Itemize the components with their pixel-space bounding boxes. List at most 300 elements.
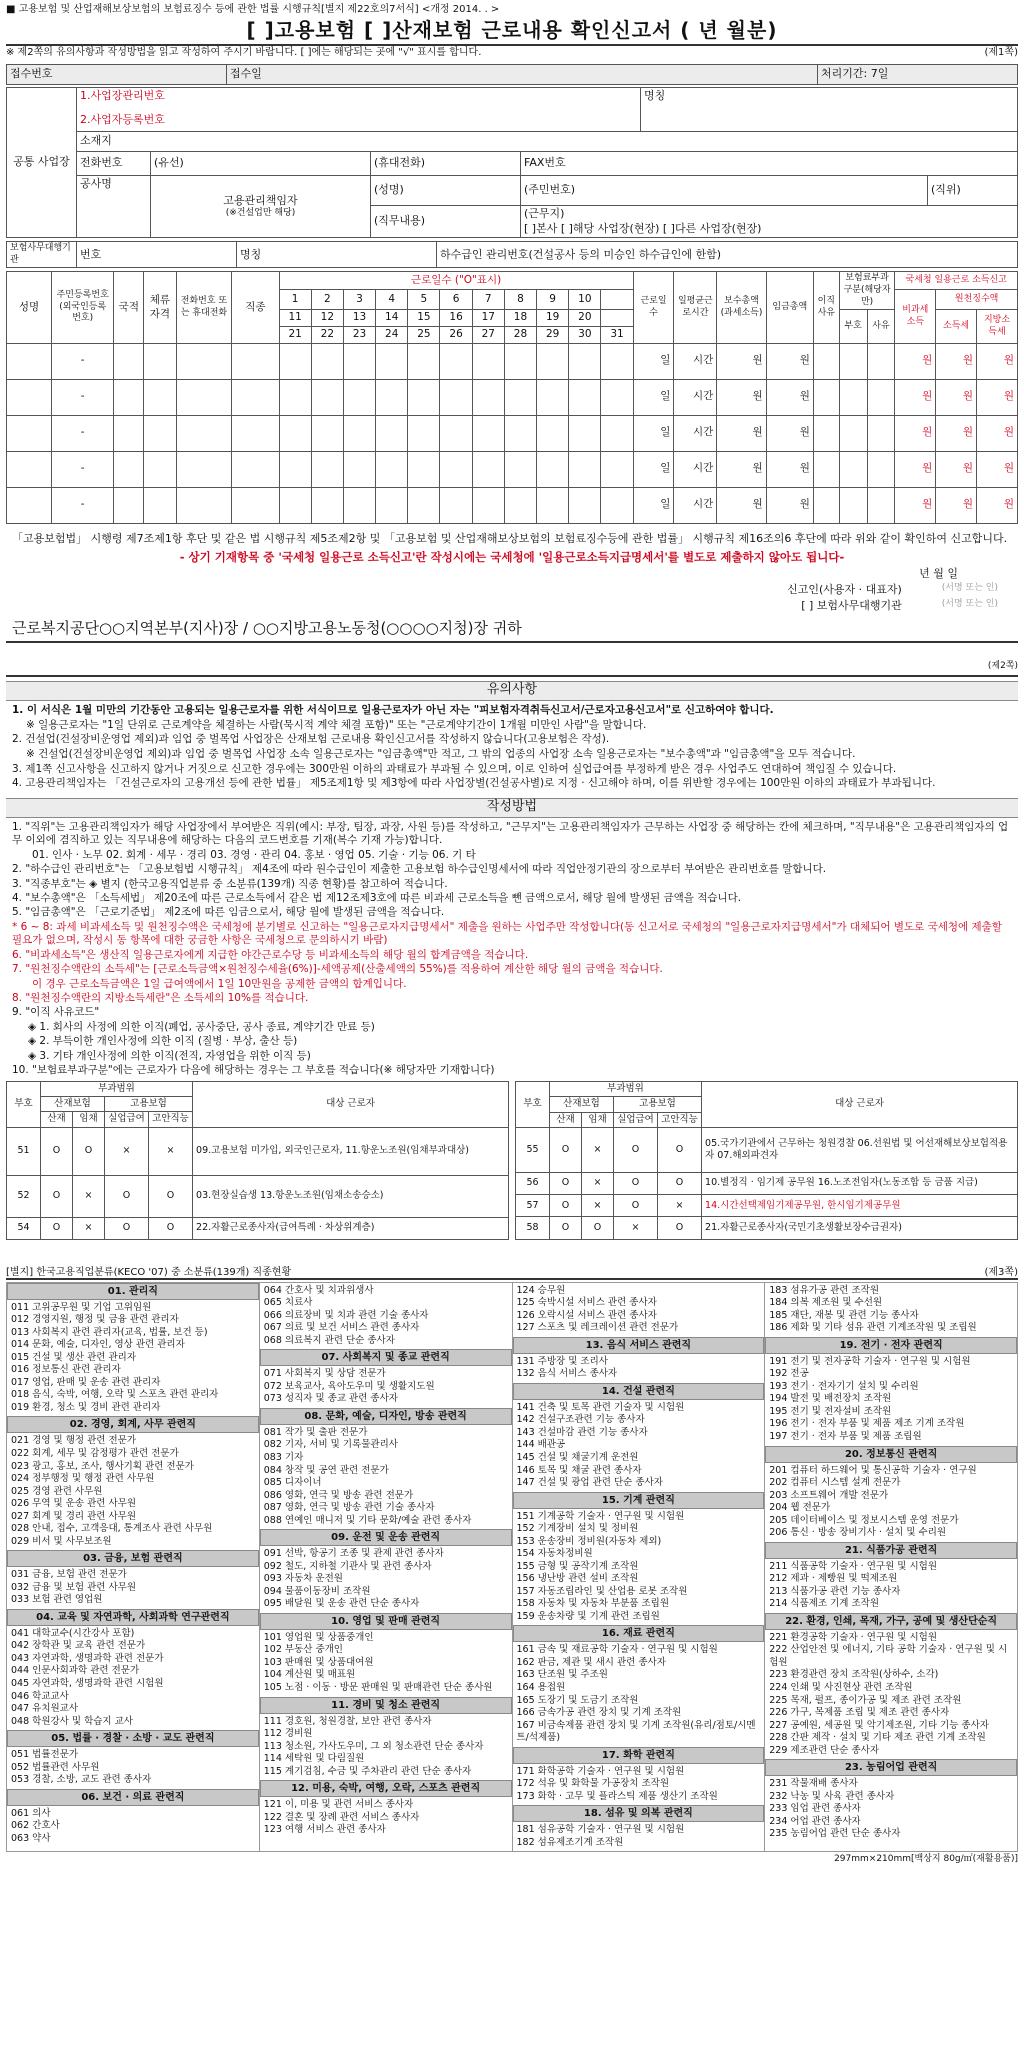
worker-nontax-cell[interactable]: 원: [895, 379, 936, 415]
category-item: 122 결혼 및 장례 관련 서비스 종사자: [263, 1811, 420, 1823]
method-item: 3. "직종부호"는 ◈ 별지 (한국고용직업분류 중 소분류(139개) 직종 현황)를 참고하여 적습니다.: [12, 877, 448, 890]
worker-pay-cell[interactable]: 원: [717, 343, 766, 379]
worker-day-cell[interactable]: [504, 487, 536, 523]
worker-phone-cell[interactable]: [176, 451, 232, 487]
category-item: 045 자연과학, 생명과학 관련 시험원: [11, 1677, 164, 1689]
worker-day-cell[interactable]: [537, 415, 569, 451]
day-cell: 4: [376, 290, 408, 310]
worker-day-cell[interactable]: [569, 379, 601, 415]
worker-wage-cell[interactable]: 원: [766, 451, 813, 487]
agency-sign[interactable]: (서명 또는 인): [941, 598, 998, 609]
day-cell: 26: [440, 327, 472, 344]
worker-hours-cell[interactable]: 시간: [674, 343, 717, 379]
col-resid: 주민등록번호 (외국인등록번호): [52, 272, 114, 343]
category-item: 015 건설 및 생산 관련 관리자: [11, 1351, 137, 1363]
worker-wage-cell[interactable]: 원: [766, 415, 813, 451]
category-items: [260, 1546, 512, 1613]
worker-day-cell[interactable]: [279, 487, 311, 523]
worker-day-cell[interactable]: [472, 451, 504, 487]
col-name: 성명: [7, 272, 52, 343]
method-item: 9. "이직 사유코드": [12, 1006, 100, 1019]
worker-day-cell[interactable]: [408, 487, 440, 523]
worker-workdays-cell[interactable]: 일: [633, 343, 674, 379]
worker-workdays-cell[interactable]: 일: [633, 415, 674, 451]
worker-nation-cell[interactable]: [114, 415, 144, 451]
category-item: 226 가구, 목제품 조립 및 제조 관련 종사자: [769, 1707, 950, 1719]
mobile-field[interactable]: (휴대전화): [371, 152, 521, 176]
worker-localtax-cell[interactable]: 원: [976, 415, 1017, 451]
day-cell: 23: [343, 327, 375, 344]
worker-leave-cell[interactable]: [813, 379, 839, 415]
category-item: 195 전기 및 전자설비 조작원: [769, 1405, 892, 1417]
category-item: 086 영화, 연극 및 방송 관련 전문가: [263, 1489, 414, 1501]
category-item: 232 낙농 및 사육 관련 종사자: [769, 1790, 895, 1802]
worker-day-cell[interactable]: [376, 451, 408, 487]
worker-code-cell[interactable]: [839, 343, 867, 379]
category-item: 017 영업, 판매 및 운송 관련 관리자: [11, 1376, 161, 1388]
category-item: 204 웹 전문가: [769, 1502, 831, 1514]
code-row: [516, 1217, 1018, 1239]
worker-visa-cell[interactable]: [144, 343, 176, 379]
col-tax: 국세청 일용근로 소득신고: [895, 272, 1018, 290]
col-workdays: 근로일수: [633, 272, 674, 343]
category-item: 201 컴퓨터 하드웨어 및 통신공학 기술자 · 연구원: [769, 1464, 977, 1476]
category-item: 234 어업 관련 종사자: [769, 1815, 861, 1827]
day-cell-empty: [601, 290, 633, 310]
worker-visa-cell[interactable]: [144, 415, 176, 451]
category-item: 062 간호사: [11, 1820, 60, 1832]
code-flag: O: [658, 1217, 702, 1239]
worker-day-cell[interactable]: [601, 451, 633, 487]
worker-day-cell[interactable]: [504, 379, 536, 415]
worker-day-cell[interactable]: [311, 415, 343, 451]
worker-phone-cell[interactable]: [176, 379, 232, 415]
worker-name-cell[interactable]: [7, 415, 52, 451]
worker-day-cell[interactable]: [537, 343, 569, 379]
col-nontax: 비과세소득: [895, 290, 936, 343]
worker-day-cell[interactable]: [311, 343, 343, 379]
worker-table: [6, 271, 1018, 523]
subcontractor-no-field[interactable]: 하수급인 관리번호(건설공사 등의 미승인 하수급인에 한함): [437, 242, 1018, 268]
code-row: [7, 1127, 509, 1175]
worker-leave-cell[interactable]: [813, 343, 839, 379]
worker-day-cell[interactable]: [279, 343, 311, 379]
category-item: 012 경영지원, 행정 및 금융 관련 관리자: [11, 1314, 179, 1326]
note-item: 2. 건설업(건설장비운영업 제외)과 임업 중 벌목업 사업장은 산재보험 근로내용 확인신고서를 작성하지 않습니다(고용보험은 작성).: [12, 733, 610, 746]
worker-localtax-cell[interactable]: 원: [976, 487, 1017, 523]
h-stable: 고안직능: [149, 1112, 193, 1127]
worker-job-cell[interactable]: [232, 379, 279, 415]
worker-wage-cell[interactable]: 원: [766, 379, 813, 415]
category-title: 08. 문화, 예술, 디자인, 방송 관련직: [260, 1408, 512, 1425]
worker-day-cell[interactable]: [472, 487, 504, 523]
worker-resid-cell[interactable]: -: [52, 451, 114, 487]
worker-day-cell[interactable]: [601, 415, 633, 451]
appendix-column: [7, 1283, 260, 1852]
worker-name-cell[interactable]: [7, 379, 52, 415]
category-item: 213 식품가공 관련 기능 종사자: [769, 1585, 901, 1597]
fax-field[interactable]: FAX번호: [521, 152, 1018, 176]
category-item: 214 식품제조 기계 조작원: [769, 1598, 880, 1610]
worker-day-cell[interactable]: [504, 415, 536, 451]
category-items: [765, 1776, 1017, 1843]
day-cell: 19: [537, 310, 569, 327]
mgmt-no-field[interactable]: 1.사업장관리번호: [80, 89, 165, 102]
worker-day-cell[interactable]: [311, 451, 343, 487]
worker-job-cell[interactable]: [232, 451, 279, 487]
worker-code-cell[interactable]: [839, 379, 867, 415]
worker-hours-cell[interactable]: 시간: [674, 379, 717, 415]
code-value: 52: [7, 1175, 41, 1217]
worker-name-cell[interactable]: [7, 451, 52, 487]
h-range: 부과범위: [41, 1081, 193, 1096]
method-red-item: * 6 ~ 8: 과세 비과세소득 및 원천징수액은 국세청에 분기별로 신고하는 "일용근로자지급명세서" 제출을 원하는 사업주만 작성합니다(동 신고서로 국세청의 "일용근로자지급명세서"가 대체되어 별도로 국세청에 제출할 필요가 없으며, 작성시 동 항목에 대한 궁금한 사항은 국세청으로 문의하시기 바람): [12, 920, 1002, 947]
worker-nation-cell[interactable]: [114, 343, 144, 379]
category-item: 081 작가 및 출판 전문가: [263, 1426, 368, 1438]
worker-phone-cell[interactable]: [176, 415, 232, 451]
category-item: 101 영업원 및 상품중개인: [263, 1631, 374, 1643]
worker-day-cell[interactable]: [376, 379, 408, 415]
reg-no-field[interactable]: 2.사업자등록번호: [80, 113, 165, 127]
day-cell: 30: [569, 327, 601, 344]
landline-field[interactable]: (유선): [151, 152, 371, 176]
worker-day-cell[interactable]: [601, 343, 633, 379]
category-title: 18. 섬유 및 의복 관련직: [513, 1805, 765, 1822]
worker-nontax-cell[interactable]: 원: [895, 451, 936, 487]
worker-day-cell[interactable]: [279, 451, 311, 487]
category-item: 102 부동산 중개인: [263, 1644, 343, 1656]
worker-job-cell[interactable]: [232, 415, 279, 451]
worker-reason-cell[interactable]: [867, 451, 895, 487]
category-item: 104 계산원 및 매표원: [263, 1669, 356, 1681]
worker-nontax-cell[interactable]: 원: [895, 415, 936, 451]
method-item: 4. "보수총액"은 「소득세법」 제20조에 따른 근로소득에서 같은 법 제12조제3호에 따른 비과세 근로소득을 뺀 금액으로서, 해당 월에 발생된 금액을 적습니다.: [12, 891, 742, 904]
code-table-right: [515, 1081, 1018, 1240]
category-item: 084 창작 및 공연 관련 전문가: [263, 1464, 389, 1476]
category-items: [260, 1425, 512, 1529]
col-reason: 사유: [867, 310, 895, 343]
category-items: [7, 1747, 259, 1789]
worker-reason-cell[interactable]: [867, 415, 895, 451]
worker-wage-cell[interactable]: 원: [766, 487, 813, 523]
manager-work-options[interactable]: [ ]본사 [ ]해당 사업장(현장) [ ]다른 사업장(현장): [524, 221, 762, 235]
category-item: 205 데이터베이스 및 정보시스템 운영 전문가: [769, 1514, 959, 1526]
code-flag: ×: [614, 1217, 658, 1239]
category-item: 221 환경공학 기술자 · 연구원 및 시험원: [769, 1631, 937, 1643]
worker-visa-cell[interactable]: [144, 451, 176, 487]
declaration-text: 「고용보험법」 시행령 제7조제1항 후단 및 같은 법 시행규칙 제5조제2항 및 「고용보험 및 산업재해보상보험의 보험료징수등에 관한 법률」 시행규칙 제16조의6 후단에 따라 위와 같이 확인하여 신고합니다.: [12, 531, 1008, 545]
category-item: 235 농림어업 관련 단순 종사자: [769, 1828, 901, 1840]
day-cell: 31: [601, 327, 633, 344]
worker-incometax-cell[interactable]: 원: [936, 487, 977, 523]
appendix-column: [513, 1283, 766, 1852]
worker-day-cell[interactable]: [569, 343, 601, 379]
worker-day-cell[interactable]: [440, 379, 472, 415]
declaration-date[interactable]: 년 월 일: [919, 566, 958, 580]
code-value: 51: [7, 1127, 41, 1175]
category-items: [260, 1283, 512, 1350]
category-item: 028 안내, 접수, 고객응대, 통계조사 관련 사무원: [11, 1523, 213, 1535]
worker-nontax-cell[interactable]: 원: [895, 487, 936, 523]
category-item: 073 성직자 및 종교 관련 종사자: [263, 1393, 398, 1405]
worker-day-cell[interactable]: [601, 487, 633, 523]
category-item: 071 사회복지 및 상담 전문가: [263, 1368, 386, 1380]
worker-day-cell[interactable]: [472, 379, 504, 415]
worker-day-cell[interactable]: [440, 451, 472, 487]
appendix-column: [765, 1283, 1017, 1852]
category-item: 048 학원강사 및 학습지 교사: [11, 1715, 133, 1727]
worker-wage-cell[interactable]: 원: [766, 343, 813, 379]
worker-incometax-cell[interactable]: 원: [936, 451, 977, 487]
construction-name-field[interactable]: 공사명: [77, 176, 151, 238]
code-flag: ×: [73, 1217, 105, 1239]
worker-day-cell[interactable]: [343, 415, 375, 451]
category-item: 162 판금, 제관 및 새시 관련 종사자: [516, 1656, 666, 1668]
worker-leave-cell[interactable]: [813, 415, 839, 451]
worker-day-cell[interactable]: [472, 343, 504, 379]
worker-nation-cell[interactable]: [114, 487, 144, 523]
worker-day-cell[interactable]: [408, 343, 440, 379]
worker-day-cell[interactable]: [440, 415, 472, 451]
category-item: 088 연예인 매니저 및 기타 문화/예술 관련 종사자: [263, 1514, 472, 1526]
worker-day-cell[interactable]: [408, 451, 440, 487]
category-item: 043 자연과학, 생명과학 관련 전문가: [11, 1652, 164, 1664]
worker-incometax-cell[interactable]: 원: [936, 379, 977, 415]
agency-name-field[interactable]: 명칭: [237, 242, 437, 268]
worker-reason-cell[interactable]: [867, 487, 895, 523]
worker-pay-cell[interactable]: 원: [717, 487, 766, 523]
title-row: [6, 16, 1018, 46]
category-item: 159 운송차량 및 기계 관련 조립원: [516, 1610, 660, 1622]
category-item: 031 금융, 보험 관련 전문가: [11, 1569, 127, 1581]
page2-label: (제2쪽): [987, 660, 1018, 671]
worker-day-cell[interactable]: [279, 415, 311, 451]
worker-code-cell[interactable]: [839, 451, 867, 487]
worker-code-cell[interactable]: [839, 415, 867, 451]
worker-day-cell[interactable]: [537, 379, 569, 415]
worker-visa-cell[interactable]: [144, 487, 176, 523]
agency-no-field[interactable]: 번호: [77, 242, 237, 268]
category-item: 225 목재, 펄프, 종이가공 및 제조 관련 조작원: [769, 1694, 962, 1706]
notes-title: 유의사항: [6, 681, 1018, 701]
category-item: 013 사회복지 관련 관리자(교육, 법률, 보건 등): [11, 1326, 208, 1338]
worker-incometax-cell[interactable]: 원: [936, 343, 977, 379]
worker-day-cell[interactable]: [504, 451, 536, 487]
worker-day-cell[interactable]: [569, 451, 601, 487]
category-item: 061 의사: [11, 1807, 51, 1819]
method-red-item: 7. "원천징수액란의 소득세"는 [근로소득금액×원천징수세율(6%)]-세액공제(산출세액의 55%)를 적용하여 계산한 해당 월의 금액을 적습니다.: [12, 963, 663, 976]
worker-localtax-cell[interactable]: 원: [976, 343, 1017, 379]
h-range: 부과범위: [550, 1081, 702, 1097]
col-phone: 전화번호 또는 휴대전화: [176, 272, 232, 343]
worker-day-cell[interactable]: [408, 415, 440, 451]
category-item: 127 스포츠 및 레크레이션 관련 전문가: [516, 1322, 679, 1334]
category-item: 155 금형 및 공작기계 조작원: [516, 1560, 639, 1572]
worker-day-cell[interactable]: [343, 343, 375, 379]
worker-day-cell[interactable]: [343, 487, 375, 523]
worker-day-cell[interactable]: [472, 415, 504, 451]
h-imchae: 임채: [73, 1112, 105, 1127]
worker-incometax-cell[interactable]: 원: [936, 415, 977, 451]
worker-pay-cell[interactable]: 원: [717, 415, 766, 451]
category-item: 125 숙박시설 서비스 관련 종사자: [516, 1297, 657, 1309]
category-items: [260, 1630, 512, 1697]
declaration-red-note: - 상기 기재항목 중 '국세청 일용근로 소득신고'란 작성시에는 국세청에 '일용근로소득지급명세서'를 별도로 제출하지 않아도 됩니다-: [179, 550, 845, 565]
reporter-sign[interactable]: (서명 또는 인): [941, 582, 998, 593]
method-item: 5. "임금총액"은 「근로기준법」 제2조에 따른 임금으로서, 해당 월에 발생된 금액을 적습니다.: [12, 906, 445, 919]
worker-day-cell[interactable]: [569, 487, 601, 523]
category-title: 03. 금융, 보험 관련직: [7, 1550, 259, 1567]
category-item: 197 전기 · 전자 부품 및 제품 조립원: [769, 1431, 922, 1443]
worker-nontax-cell[interactable]: 원: [895, 343, 936, 379]
note-item: ※ 건설업(건설장비운영업 제외)과 임업 중 벌목업 사업장 소속 일용근로자는 "임금총액"만 적고, 그 밖의 업종의 사업장 소속 일용근로자는 "보수총액"과 "임금총액"을 모두 적습니다.: [26, 747, 856, 760]
worker-workdays-cell[interactable]: 일: [633, 379, 674, 415]
receipt-no[interactable]: 접수번호: [7, 65, 227, 85]
col-avghours: 일평균근로시간: [674, 272, 717, 343]
category-item: 113 청소원, 가사도우미, 그 외 청소관련 단순 종사자: [263, 1740, 484, 1752]
worker-workdays-cell[interactable]: 일: [633, 451, 674, 487]
worker-leave-cell[interactable]: [813, 451, 839, 487]
day-cell: 6: [440, 290, 472, 310]
h-stable: 고안직능: [658, 1112, 702, 1128]
code-flag: O: [105, 1217, 149, 1239]
day-cell: 18: [504, 310, 536, 327]
worker-day-cell[interactable]: [537, 451, 569, 487]
code-value: 55: [516, 1128, 550, 1173]
category-item: 016 정보통신 관련 관리자: [11, 1364, 121, 1376]
worker-row: [7, 343, 1018, 379]
worker-hours-cell[interactable]: 시간: [674, 487, 717, 523]
worker-hours-cell[interactable]: 시간: [674, 451, 717, 487]
manager-position-field[interactable]: (직위): [927, 176, 1017, 206]
worker-job-cell[interactable]: [232, 487, 279, 523]
worker-job-cell[interactable]: [232, 343, 279, 379]
worker-hours-cell[interactable]: 시간: [674, 415, 717, 451]
agency-table: [6, 241, 1018, 268]
day-cell: 29: [537, 327, 569, 344]
category-item: 192 전공: [769, 1368, 809, 1380]
worker-day-cell[interactable]: [343, 379, 375, 415]
category-item: 085 디자이너: [263, 1477, 322, 1489]
category-item: 047 유치원교사: [11, 1703, 79, 1715]
worker-code-cell[interactable]: [839, 487, 867, 523]
manager-resid-field[interactable]: (주민번호): [521, 176, 928, 206]
code-table-left: [6, 1081, 509, 1240]
category-item: 229 제조관련 단순 종사자: [769, 1744, 880, 1756]
day-cell: 12: [311, 310, 343, 327]
day-cell: 20: [569, 310, 601, 327]
worker-day-cell[interactable]: [537, 487, 569, 523]
receipt-date[interactable]: 접수일: [227, 65, 818, 85]
category-item: 087 영화, 연극 및 방송 관련 기술 종사자: [263, 1502, 435, 1514]
worker-resid-cell[interactable]: -: [52, 343, 114, 379]
agency-label: 보험사무대행기관: [7, 242, 77, 268]
business-name-field[interactable]: 명칭: [641, 88, 1018, 132]
worker-pay-cell[interactable]: 원: [717, 379, 766, 415]
worker-pay-cell[interactable]: 원: [717, 451, 766, 487]
worker-day-cell[interactable]: [440, 343, 472, 379]
category-item: 051 법률전문가: [11, 1749, 79, 1761]
category-items: [513, 1354, 765, 1383]
worker-day-cell[interactable]: [569, 415, 601, 451]
worker-nation-cell[interactable]: [114, 451, 144, 487]
worker-phone-cell[interactable]: [176, 343, 232, 379]
worker-day-cell[interactable]: [601, 379, 633, 415]
worker-reason-cell[interactable]: [867, 379, 895, 415]
category-items: [765, 1354, 1017, 1446]
method-item: 1. "직위"는 고용관리책임자가 해당 사업장에서 부여받은 직위(예시: 부장, 팀장, 과장, 사원 등)를 작성하고, "근무지"는 고용관리책임자가 근무하는 사업장 중 해당하는 칸에 체크하며, "직무내용"은 고용관리책임자의 업무 이외에 겸직하고 있는 직무내용에 해당하는 다음의 코드번호를 기재(복수 기재 가능)합니다.: [12, 820, 1009, 847]
worker-visa-cell[interactable]: [144, 379, 176, 415]
h-imchae: 임채: [582, 1112, 614, 1128]
worker-day-cell[interactable]: [311, 379, 343, 415]
day-cell: 13: [343, 310, 375, 327]
col-pay: 보수총액(과세소득): [717, 272, 766, 343]
code-flag: O: [149, 1217, 193, 1239]
worker-day-cell[interactable]: [376, 487, 408, 523]
category-item: 091 선박, 항공기 조종 및 관제 관련 종사자: [263, 1548, 444, 1560]
method-item: ◈ 3. 기타 개인사정에 의한 이직(전직, 자영업을 위한 이직 등): [28, 1049, 311, 1062]
worker-resid-cell[interactable]: -: [52, 379, 114, 415]
category-item: 095 배달원 및 운송 관련 단순 종사자: [263, 1598, 420, 1610]
category-items: [513, 1509, 765, 1626]
worker-localtax-cell[interactable]: 원: [976, 451, 1017, 487]
worker-phone-cell[interactable]: [176, 487, 232, 523]
worker-day-cell[interactable]: [504, 343, 536, 379]
category-item: 142 건설구조관련 기능 종사자: [516, 1414, 645, 1426]
worker-resid-cell[interactable]: -: [52, 415, 114, 451]
worker-name-cell[interactable]: [7, 343, 52, 379]
manager-name-field[interactable]: (성명): [371, 176, 521, 206]
worker-day-cell[interactable]: [279, 379, 311, 415]
day-cell: 3: [343, 290, 375, 310]
category-items: [513, 1764, 765, 1806]
worker-day-cell[interactable]: [376, 343, 408, 379]
worker-name-cell[interactable]: [7, 487, 52, 523]
worker-nation-cell[interactable]: [114, 379, 144, 415]
code-row: [7, 1217, 509, 1239]
day-cell: 10: [569, 290, 601, 310]
manager-duty-field[interactable]: (직무내용): [371, 206, 521, 238]
category-item: 053 경찰, 소방, 교도 관련 종사자: [11, 1774, 152, 1786]
day-cell-empty: [601, 310, 633, 327]
worker-day-cell[interactable]: [343, 451, 375, 487]
appendix-title: [별지] 한국고용직업분류(KECO '07) 중 소분류(139개) 직종현황: [6, 1266, 292, 1278]
worker-day-cell[interactable]: [376, 415, 408, 451]
category-items: [260, 1714, 512, 1781]
category-item: 121 이, 미용 및 관련 서비스 종사자: [263, 1799, 414, 1811]
category-item: 152 기계장비 설치 및 정비원: [516, 1523, 639, 1535]
address-field[interactable]: 소재지: [77, 132, 1018, 152]
worker-reason-cell[interactable]: [867, 343, 895, 379]
worker-workdays-cell[interactable]: 일: [633, 487, 674, 523]
code-row: [7, 1175, 509, 1217]
category-title: 11. 경비 및 청소 관련직: [260, 1697, 512, 1714]
category-item: 044 인문사회과학 관련 전문가: [11, 1665, 140, 1677]
category-item: 183 섬유가공 관련 조작원: [769, 1284, 880, 1296]
category-items: [260, 1366, 512, 1408]
worker-localtax-cell[interactable]: 원: [976, 379, 1017, 415]
worker-day-cell[interactable]: [440, 487, 472, 523]
method-item: 2. "하수급인 관리번호"는 「고용보험법 시행규칙」 제4조에 따라 원수급인이 제출한 고용보험 하수급인명세서에 따라 직업안정기관의 장으로부터 부여받은 관리번호를 말합니다.: [12, 863, 827, 876]
category-item: 124 승무원: [516, 1284, 566, 1296]
category-item: 172 석유 및 화학물 가공장치 조작원: [516, 1778, 670, 1790]
worker-day-cell[interactable]: [311, 487, 343, 523]
worker-leave-cell[interactable]: [813, 487, 839, 523]
day-cell: 7: [472, 290, 504, 310]
worker-resid-cell[interactable]: -: [52, 487, 114, 523]
category-item: 145 건설 및 채굴기계 운전원: [516, 1452, 639, 1464]
worker-day-cell[interactable]: [408, 379, 440, 415]
